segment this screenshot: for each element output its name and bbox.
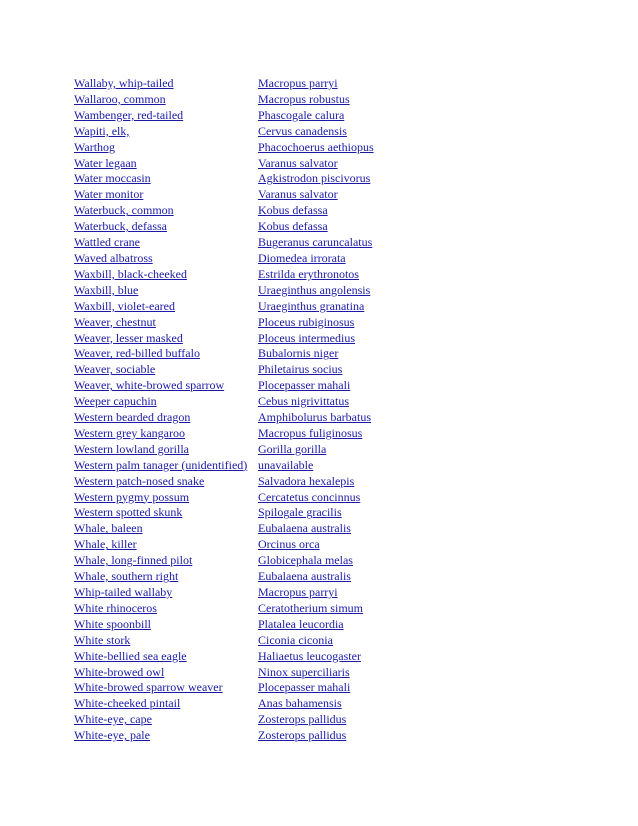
scientific-name-cell — [258, 728, 458, 744]
common-name-cell — [74, 394, 258, 410]
table-row — [74, 187, 458, 203]
scientific-name-cell — [258, 633, 458, 649]
table-row — [74, 410, 458, 426]
table-row — [74, 537, 458, 553]
table-row — [74, 569, 458, 585]
common-name-link[interactable]: White-browed sparrow weaver — [74, 680, 223, 695]
table-row — [74, 521, 458, 537]
table-row — [74, 362, 458, 378]
common-name-cell — [74, 156, 258, 172]
scientific-name-link[interactable]: Platalea leucordia — [258, 616, 344, 631]
species-table-body — [74, 76, 458, 744]
common-name-link[interactable]: White spoonbill — [74, 616, 151, 631]
common-name-cell — [74, 235, 258, 251]
table-row — [74, 696, 458, 712]
common-name-link[interactable]: Western lowland gorilla — [74, 441, 190, 456]
common-name-cell — [74, 426, 258, 442]
common-name-cell — [74, 251, 258, 267]
scientific-name-link[interactable]: Kobus defassa — [258, 219, 328, 234]
common-name-link[interactable]: Western pygmy possum — [74, 489, 190, 504]
scientific-name-cell — [258, 649, 458, 665]
common-name-cell — [74, 203, 258, 219]
scientific-name-cell — [258, 267, 458, 283]
scientific-name-cell — [258, 283, 458, 299]
scientific-name-cell — [258, 235, 458, 251]
scientific-name-link[interactable]: Eubalaena australis — [258, 521, 351, 536]
table-row — [74, 108, 458, 124]
table-row — [74, 712, 458, 728]
scientific-name-cell — [258, 299, 458, 315]
common-name-cell — [74, 585, 258, 601]
table-row — [74, 299, 458, 315]
common-name-cell — [74, 124, 258, 140]
scientific-name-link[interactable]: Philetairus socius — [258, 362, 343, 377]
scientific-name-link[interactable]: Bubalornis niger — [258, 346, 339, 361]
common-name-cell — [74, 649, 258, 665]
common-name-cell — [74, 108, 258, 124]
scientific-name-link[interactable]: Spilogale gracilis — [258, 505, 342, 520]
table-row — [74, 649, 458, 665]
common-name-link[interactable]: White-bellied sea eagle — [74, 648, 187, 663]
common-name-link[interactable]: Weaver, sociable — [74, 362, 156, 377]
scientific-name-link[interactable]: Gorilla gorilla — [258, 441, 327, 456]
scientific-name-cell — [258, 505, 458, 521]
scientific-name-cell — [258, 362, 458, 378]
scientific-name-link[interactable]: Globicephala melas — [258, 553, 353, 568]
scientific-name-cell — [258, 617, 458, 633]
table-row — [74, 378, 458, 394]
common-name-cell — [74, 617, 258, 633]
common-name-link[interactable]: White-eye, pale — [74, 728, 150, 743]
scientific-name-link[interactable]: Plocepasser mahali — [258, 378, 351, 393]
common-name-cell — [74, 553, 258, 569]
table-row — [74, 442, 458, 458]
scientific-name-cell — [258, 458, 458, 474]
table-row — [74, 490, 458, 506]
species-table — [74, 76, 458, 744]
scientific-name-cell — [258, 331, 458, 347]
table-row — [74, 601, 458, 617]
common-name-link[interactable]: Weaver, red-billed buffalo — [74, 346, 200, 361]
table-row — [74, 140, 458, 156]
scientific-name-cell — [258, 474, 458, 490]
scientific-name-cell — [258, 76, 458, 92]
scientific-name-link[interactable]: Cervus canadensis — [258, 123, 347, 138]
table-row — [74, 219, 458, 235]
common-name-cell — [74, 331, 258, 347]
table-row — [74, 331, 458, 347]
table-row — [74, 171, 458, 187]
common-name-link[interactable]: Western grey kangaroo — [74, 425, 185, 440]
scientific-name-cell — [258, 203, 458, 219]
scientific-name-cell — [258, 251, 458, 267]
table-row — [74, 426, 458, 442]
common-name-cell — [74, 458, 258, 474]
table-row — [74, 267, 458, 283]
scientific-name-link[interactable]: Uraeginthus angolensis — [258, 282, 371, 297]
scientific-name-link[interactable]: Diomedea irrorata — [258, 250, 346, 265]
scientific-name-link[interactable]: Ploceus intermedius — [258, 330, 355, 345]
common-name-link[interactable]: Waterbuck, defassa — [74, 219, 167, 234]
scientific-name-link[interactable]: Ninox superciliaris — [258, 664, 350, 679]
scientific-name-cell — [258, 124, 458, 140]
scientific-name-link[interactable]: Varanus salvator — [258, 187, 338, 202]
common-name-link[interactable]: Water moccasin — [74, 171, 151, 186]
common-name-cell — [74, 187, 258, 203]
common-name-link[interactable]: Wallaby, whip-tailed — [74, 76, 174, 90]
common-name-link[interactable]: Wallaroo, common — [74, 91, 166, 106]
scientific-name-cell — [258, 553, 458, 569]
common-name-cell — [74, 633, 258, 649]
common-name-cell — [74, 346, 258, 362]
common-name-cell — [74, 442, 258, 458]
table-row — [74, 553, 458, 569]
scientific-name-link[interactable]: Macropus fuliginosus — [258, 425, 363, 440]
common-name-link[interactable]: Water legaan — [74, 155, 137, 170]
scientific-name-cell — [258, 665, 458, 681]
common-name-cell — [74, 219, 258, 235]
common-name-link[interactable]: Whip-tailed wallaby — [74, 585, 173, 599]
table-row — [74, 505, 458, 521]
scientific-name-cell — [258, 378, 458, 394]
scientific-name-link[interactable]: Amphibolurus barbatus — [258, 410, 371, 425]
table-row — [74, 76, 458, 92]
scientific-name-cell — [258, 585, 458, 601]
table-row — [74, 680, 458, 696]
table-row — [74, 315, 458, 331]
table-row — [74, 156, 458, 172]
table-row — [74, 283, 458, 299]
common-name-cell — [74, 410, 258, 426]
common-name-link[interactable]: Weeper capuchin — [74, 394, 157, 409]
scientific-name-cell — [258, 346, 458, 362]
common-name-link[interactable]: Weaver, lesser masked — [74, 330, 183, 345]
scientific-name-cell — [258, 92, 458, 108]
scientific-name-cell — [258, 712, 458, 728]
common-name-cell — [74, 171, 258, 187]
common-name-link[interactable]: Warthog — [74, 139, 116, 154]
scientific-name-cell — [258, 219, 458, 235]
common-name-link[interactable]: Western spotted skunk — [74, 505, 183, 520]
scientific-name-link[interactable]: Macropus parryi — [258, 585, 338, 599]
common-name-link[interactable]: Western patch-nosed snake — [74, 473, 205, 488]
scientific-name-link[interactable]: Anas bahamensis — [258, 696, 342, 711]
common-name-cell — [74, 569, 258, 585]
common-name-cell — [74, 315, 258, 331]
common-name-link[interactable]: White stork — [74, 632, 131, 647]
scientific-name-link[interactable]: Kobus defassa — [258, 203, 328, 218]
scientific-name-cell — [258, 140, 458, 156]
common-name-link[interactable]: Whale, long-finned pilot — [74, 553, 193, 568]
common-name-cell — [74, 680, 258, 696]
scientific-name-cell — [258, 680, 458, 696]
scientific-name-link[interactable]: Phascogale calura — [258, 107, 345, 122]
scientific-name-cell — [258, 696, 458, 712]
common-name-link[interactable]: White rhinoceros — [74, 600, 157, 615]
table-row — [74, 665, 458, 681]
table-row — [74, 203, 458, 219]
scientific-name-cell — [258, 108, 458, 124]
table-row — [74, 394, 458, 410]
scientific-name-cell — [258, 442, 458, 458]
common-name-cell — [74, 521, 258, 537]
scientific-name-link[interactable]: Zosterops pallidus — [258, 728, 347, 743]
common-name-cell — [74, 140, 258, 156]
common-name-link[interactable]: Waxbill, black-cheeked — [74, 266, 187, 281]
scientific-name-cell — [258, 156, 458, 172]
scientific-name-cell — [258, 394, 458, 410]
common-name-cell — [74, 712, 258, 728]
scientific-name-link[interactable]: Cercatetus concinnus — [258, 489, 361, 504]
scientific-name-cell — [258, 569, 458, 585]
scientific-name-cell — [258, 521, 458, 537]
common-name-cell — [74, 362, 258, 378]
common-name-link[interactable]: Waterbuck, common — [74, 203, 174, 218]
common-name-link[interactable]: Whale, killer — [74, 537, 137, 552]
common-name-cell — [74, 474, 258, 490]
common-name-cell — [74, 665, 258, 681]
common-name-link[interactable]: Water monitor — [74, 187, 144, 202]
scientific-name-link[interactable]: unavailable — [258, 457, 314, 472]
table-row — [74, 458, 458, 474]
table-row — [74, 585, 458, 601]
common-name-cell — [74, 505, 258, 521]
scientific-name-link[interactable]: Phacochoerus aethiopus — [258, 139, 374, 154]
scientific-name-link[interactable]: Varanus salvator — [258, 155, 338, 170]
common-name-cell — [74, 490, 258, 506]
scientific-name-link[interactable]: Salvadora hexalepis — [258, 473, 355, 488]
common-name-link[interactable]: Western bearded dragon — [74, 410, 191, 425]
scientific-name-cell — [258, 601, 458, 617]
common-name-link[interactable]: Weaver, chestnut — [74, 314, 156, 329]
common-name-cell — [74, 537, 258, 553]
scientific-name-link[interactable]: Bugeranus caruncalatus — [258, 235, 373, 250]
scientific-name-link[interactable]: Uraeginthus granatina — [258, 298, 365, 313]
common-name-link[interactable]: Whale, baleen — [74, 521, 143, 536]
common-name-cell — [74, 283, 258, 299]
scientific-name-link[interactable]: Macropus parryi — [258, 76, 338, 90]
table-row — [74, 124, 458, 140]
common-name-cell — [74, 696, 258, 712]
common-name-cell — [74, 267, 258, 283]
scientific-name-link[interactable]: Ciconia ciconia — [258, 632, 333, 647]
table-row — [74, 92, 458, 108]
common-name-link[interactable]: White-browed owl — [74, 664, 165, 679]
scientific-name-cell — [258, 426, 458, 442]
scientific-name-cell — [258, 537, 458, 553]
scientific-name-link[interactable]: Estrilda erythronotos — [258, 266, 359, 281]
scientific-name-cell — [258, 490, 458, 506]
scientific-name-link[interactable]: Agkistrodon piscivorus — [258, 171, 371, 186]
scientific-name-link[interactable]: Eubalaena australis — [258, 569, 351, 584]
table-row — [74, 251, 458, 267]
common-name-cell — [74, 728, 258, 744]
common-name-cell — [74, 601, 258, 617]
common-name-link[interactable]: Waxbill, blue — [74, 282, 139, 297]
common-name-link[interactable]: White-eye, cape — [74, 712, 152, 727]
scientific-name-cell — [258, 315, 458, 331]
common-name-link[interactable]: Whale, southern right — [74, 569, 179, 584]
scientific-name-link[interactable]: Zosterops pallidus — [258, 712, 347, 727]
table-row — [74, 633, 458, 649]
common-name-cell — [74, 76, 258, 92]
scientific-name-link[interactable]: Ploceus rubiginosus — [258, 314, 355, 329]
scientific-name-link[interactable]: Ceratotherium simum — [258, 600, 363, 615]
table-row — [74, 474, 458, 490]
table-row — [74, 728, 458, 744]
table-row — [74, 346, 458, 362]
common-name-link[interactable]: Waxbill, violet-eared — [74, 298, 175, 313]
table-row — [74, 235, 458, 251]
scientific-name-link[interactable]: Macropus robustus — [258, 91, 350, 106]
common-name-link[interactable]: Wattled crane — [74, 235, 140, 250]
common-name-cell — [74, 299, 258, 315]
scientific-name-link[interactable]: Haliaetus leucogaster — [258, 648, 361, 663]
scientific-name-link[interactable]: Cebus nigrivittatus — [258, 394, 349, 409]
scientific-name-link[interactable]: Plocepasser mahali — [258, 680, 351, 695]
scientific-name-cell — [258, 410, 458, 426]
common-name-link[interactable]: Wambenger, red-tailed — [74, 107, 184, 122]
common-name-link[interactable]: Wapiti, elk, — [74, 123, 130, 138]
common-name-cell — [74, 378, 258, 394]
scientific-name-cell — [258, 187, 458, 203]
table-row — [74, 617, 458, 633]
common-name-cell — [74, 92, 258, 108]
common-name-link[interactable]: Weaver, white-browed sparrow — [74, 378, 225, 393]
common-name-link[interactable]: Western palm tanager (unidentified) — [74, 457, 248, 472]
common-name-link[interactable]: Waved albatross — [74, 250, 153, 265]
scientific-name-cell — [258, 171, 458, 187]
common-name-link[interactable]: White-cheeked pintail — [74, 696, 181, 711]
scientific-name-link[interactable]: Orcinus orca — [258, 537, 320, 552]
